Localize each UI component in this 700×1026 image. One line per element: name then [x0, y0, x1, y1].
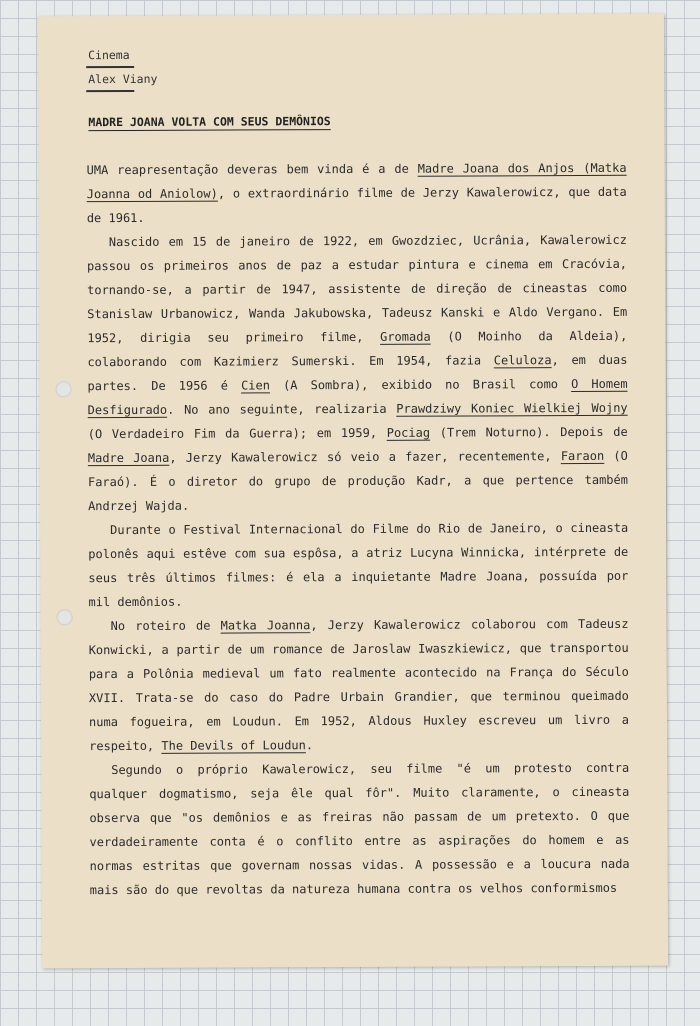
punch-hole	[57, 609, 73, 625]
header-rule	[86, 90, 134, 92]
typewritten-page	[38, 14, 668, 969]
paragraph	[87, 228, 628, 518]
section-label: Cinema	[88, 47, 130, 63]
film-title: Gromada	[380, 329, 431, 344]
text-run: , o extraordinário filme de Jerzy Kawalerowicz, que data de 1961.	[86, 184, 627, 226]
text-run: , em duas partes. De 1956 é	[87, 352, 628, 394]
text-run: UMA reapresentação deveras bem vinda é a de	[86, 161, 418, 178]
author-name: Alex Viany	[88, 71, 158, 87]
film-title: Cien	[241, 378, 270, 393]
film-title: Faraon	[560, 448, 605, 464]
paragraph	[88, 516, 628, 614]
film-title: Madre Joana dos Anjos (Matka Joanna od Aniolow)	[86, 160, 627, 202]
film-title: O Homem Desfigurado	[87, 376, 628, 418]
article-body	[87, 156, 630, 902]
film-title: Pociag	[386, 425, 431, 440]
text-run: .	[305, 738, 314, 753]
header-rule	[86, 66, 134, 68]
film-title: Celuloza	[493, 353, 552, 368]
text-run: Segundo o próprio Kawalerowicz, seu filme "é um protesto contra qualquer dogmatismo, seja êle qual fôr". Muito claramente, o cineasta observa que "os demônios e as freiras não passam de um pretexto. O que verdadeiramente conta é o conflito entre as aspirações do homem e as normas estritas que governam nossas vidas. A possessão e a loucura nada mais são do que revoltas da natureza humana contra os velhos conformismos	[89, 760, 630, 898]
text-run: No roteiro de	[110, 618, 221, 634]
text-run: (O Moinho da Aldeia), colaborando com Kazimierz Sumerski. Em 1954, fazia	[87, 328, 628, 370]
text-run: (Trem Noturno). Depois de	[430, 424, 628, 440]
film-title: Madre Joana	[87, 450, 170, 466]
paragraph	[87, 156, 627, 230]
film-title: Prawdziwy Koniec Wielkiej Wojny	[396, 400, 628, 416]
text-run: , Jerzy Kawalerowicz colaborou com Tadeusz Konwicki, a partir de um romance de Jaroslaw Iwaszkiewicz, que transportou para a Polônia medieval um fato realmente acontecido na França do Século XVII. Trata-se do caso do Padre Urbain Grandier, que terminou queimado numa fogueira, em Loudun. Em 1952, Aldous Huxley escreveu um livro a respeito,	[88, 616, 630, 754]
paragraph	[89, 756, 630, 902]
punch-hole	[56, 381, 72, 397]
text-run: , Jerzy Kawalerowicz só veio a fazer, recentemente,	[169, 449, 561, 465]
text-run: (O Verdadeiro Fim da Guerra); em 1959,	[87, 425, 387, 442]
paragraph	[89, 612, 630, 758]
text-run: (A Sombra), exibido no Brasil como	[269, 377, 572, 393]
text-run: . No ano seguinte, realizaria	[167, 401, 397, 417]
text-run: Nascido em 15 de janeiro de 1922, em Gwozdziec, Ucrânia, Kawalerowicz passou os primeiros anos de paz a estudar pintura e cinema em Cracóvia, tornando-se, a partir de 1947, assistente de direção de cineastas como Stanislaw Urbanowicz, Wanda Jakubowska, Tadeusz Kanski e Aldo Vergano. Em 1952, dirigia seu primeiro filme,	[86, 232, 628, 346]
text-run: (O Faraó). É o diretor do grupo de produção Kadr, a que pertence também Andrzej Wajda.	[87, 448, 628, 514]
text-run: Durante o Festival Internacional do Filme do Rio de Janeiro, o cineasta polonês aqui estêve com sua espôsa, a atriz Lucyna Winnicka, intérprete de seus três últimos filmes: é ela a inquietante Madre Joana, possuída por mil demônios.	[88, 520, 629, 610]
film-title: Matka Joanna	[220, 618, 311, 633]
article-title: MADRE JOANA VOLTA COM SEUS DEMÔNIOS	[88, 114, 331, 130]
film-title: The Devils of Loudun	[161, 738, 306, 753]
